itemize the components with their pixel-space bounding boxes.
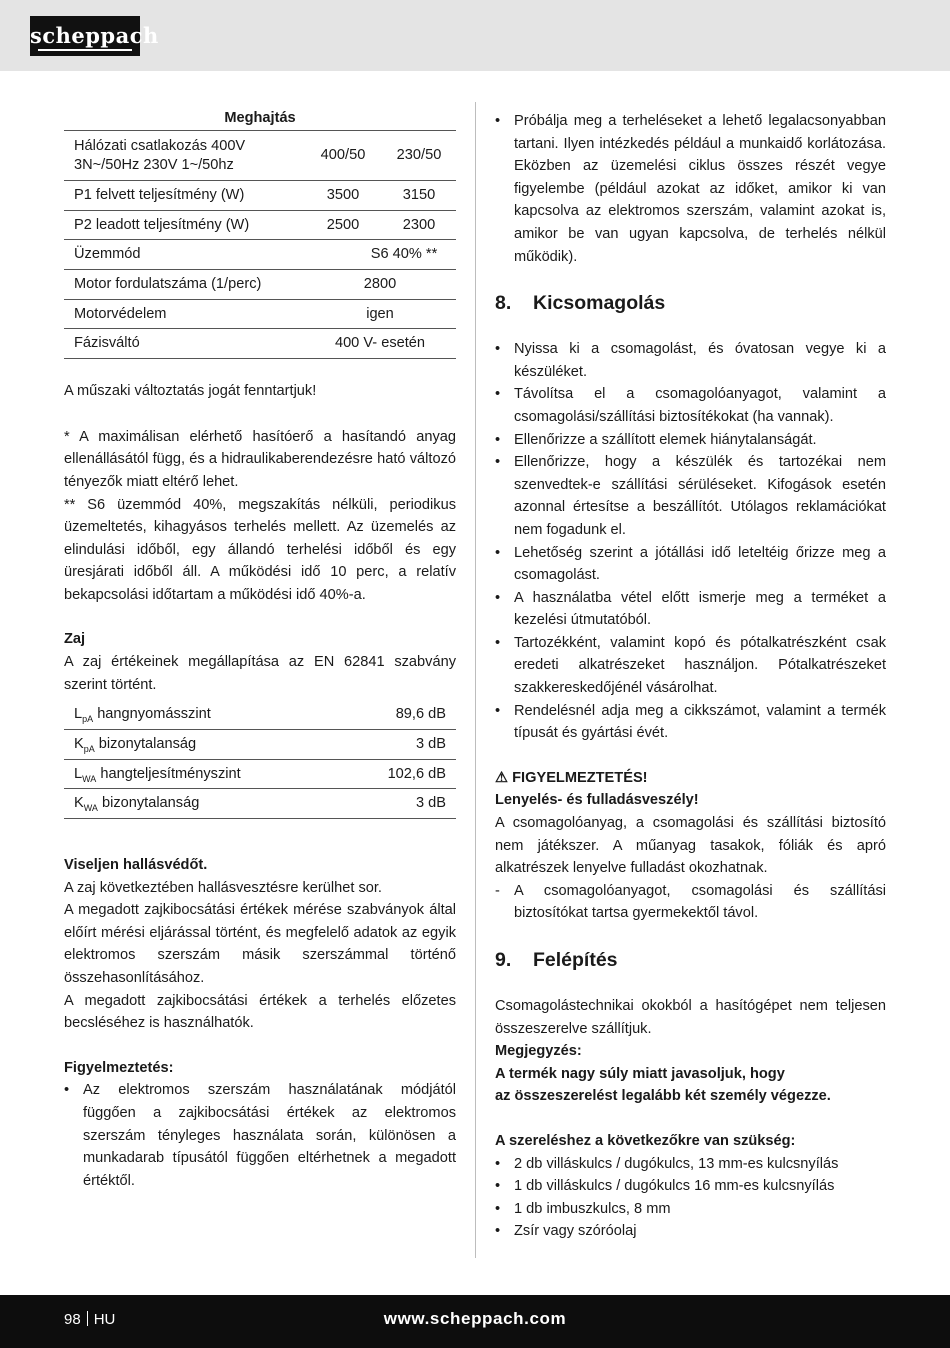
noise-heading: Zaj bbox=[64, 631, 86, 648]
noise-intro: A zaj értékeinek megállapítása az EN 62841 szabvány szerint történt. bbox=[64, 654, 456, 693]
section-heading-assembly bbox=[495, 947, 886, 973]
spec-value: igen bbox=[366, 305, 394, 322]
assembly-text: Csomagolástechnikai okokból a hasítógépet nem teljesen összeszerelve szállítjuk. bbox=[495, 998, 886, 1037]
list-item: • 2 db villáskulcs / dugókulcs, 13 mm-es kulcsnyílás bbox=[495, 1153, 886, 1176]
noise-label: $K_{WA}$ bizonytalanság bbox=[74, 795, 200, 814]
spec-value: 2800 bbox=[363, 276, 397, 293]
hearing-paragraph: A megadott zajkibocsátási értékek a terhelés előzetes becsléséhez is használhatók. bbox=[64, 992, 456, 1032]
left-column bbox=[64, 106, 456, 1192]
note-label: Megjegyzés: bbox=[495, 1043, 582, 1060]
footnote-splitting-force: * A maximálisan elérhető hasítóerő a hasítandó anyag ellenállásától függ, és a hidraulikaberendezésre ható változó tényezők miatt eltérő lehet. bbox=[64, 428, 456, 490]
warning-subtitle: Lenyelés- és fulladásveszély! bbox=[495, 792, 699, 809]
note-line: az összeszerelést legalább két személy végezze. bbox=[495, 1088, 831, 1105]
noise-table bbox=[64, 700, 456, 819]
page-header bbox=[0, 0, 950, 71]
list-item: • Távolítsa el a csomagolóanyagot, valamint a csomagolási/szállítási biztosítékokat (ha vannak). bbox=[495, 383, 886, 428]
list-item: • Ellenőrizze, hogy a készülék és tartozékai nem szenvedtek-e szállítási sérüléseket. Kifogások esetén azonnal értesítse a beszállítót. Utólagos reklamációkat nem fogadunk el. bbox=[495, 451, 886, 541]
table-row bbox=[64, 760, 456, 790]
scheppach-logo: scheppach bbox=[30, 16, 140, 56]
noise-value: 102,6 dB bbox=[387, 765, 446, 782]
drive-table-title: Meghajtás bbox=[224, 110, 296, 126]
list-item: • 1 db imbuszkulcs, 8 mm bbox=[495, 1198, 886, 1221]
list-item: • Nyissa ki a csomagolást, és óvatosan vegye ki a készüléket. bbox=[495, 338, 886, 383]
table-row bbox=[64, 270, 456, 300]
tools-needed-list bbox=[495, 1153, 886, 1243]
spec-value: 400/50 bbox=[320, 147, 366, 164]
spec-label: Motor fordulatszáma (1/perc) bbox=[74, 276, 262, 293]
spec-label: Fázisváltó bbox=[74, 335, 140, 352]
spec-value: S6 40% ** bbox=[370, 246, 438, 263]
noise-value: 3 dB bbox=[415, 735, 446, 752]
note-line: A termék nagy súly miatt javasoljuk, hogy bbox=[495, 1065, 785, 1082]
table-row bbox=[64, 300, 456, 330]
list-item: • Zsír vagy szóróolaj bbox=[495, 1220, 886, 1243]
noise-value: 3 dB bbox=[415, 795, 446, 812]
table-row bbox=[64, 329, 456, 359]
spec-value: 2500 bbox=[326, 216, 360, 233]
noise-label: $K_{pA}$ bizonytalanság bbox=[74, 735, 197, 754]
table-row bbox=[64, 131, 456, 181]
list-item: • Lehetőség szerint a jótállási idő leteltéig őrizze meg a csomagolást. bbox=[495, 542, 886, 587]
list-item: - A csomagolóanyagot, csomagolási és szállítási biztosítókat tartsa gyermekektől távol. bbox=[495, 880, 886, 925]
noise-value: 89,6 dB bbox=[395, 706, 446, 723]
section-number: 9. bbox=[495, 949, 512, 971]
spec-value: 3500 bbox=[326, 187, 360, 204]
table-row bbox=[64, 181, 456, 211]
list-item: • A használatba vétel előtt ismerje meg a terméket a kezelési útmutatóból. bbox=[495, 587, 886, 632]
spec-value: 2300 bbox=[402, 216, 436, 233]
page-footer bbox=[0, 1295, 950, 1348]
table-row bbox=[64, 730, 456, 760]
list-item: • 1 db villáskulcs / dugókulcs 16 mm-es kulcsnyílás bbox=[495, 1175, 886, 1198]
table-row bbox=[64, 789, 456, 819]
warning-list bbox=[64, 1079, 456, 1192]
list-item: • Rendelésnél adja meg a cikkszámot, valamint a termék típusát és gyártási évét. bbox=[495, 700, 886, 745]
warning-text: A csomagolóanyag, a csomagolási és szállítási biztosító nem játékszer. A műanyag tasakok, fóliák és apró alkatrészek lenyelve fulladást okozhatnak. bbox=[495, 815, 886, 877]
section-heading-unpacking bbox=[495, 290, 886, 316]
spec-label: Üzemmód bbox=[74, 246, 141, 263]
tools-needed-heading: A szereléshez a következőkre van szükség: bbox=[495, 1132, 796, 1149]
list-item: • Az elektromos szerszám használatának módjától függően a zajkibocsátási értékek az elektromos szerszám tényleges használata során, különösen a munkadarab típusától függően eltérhetnek a megadott értéktől. bbox=[64, 1079, 456, 1192]
section-title: Kicsomagolás bbox=[533, 292, 666, 315]
spec-value: 400 V- esetén bbox=[334, 335, 426, 352]
column-divider bbox=[475, 102, 476, 1258]
hearing-paragraph: A megadott zajkibocsátási értékek mérése szabványok által előírt mérési eljárással történt, és megfelelő adatok az egyik elektromos szerszám másik szerszámmal történő összehasonlításához. bbox=[64, 902, 456, 986]
table-row bbox=[64, 211, 456, 241]
load-reduction-list bbox=[495, 110, 886, 268]
spec-label: Motorvédelem bbox=[74, 305, 167, 322]
spec-label: Hálózati csatlakozás 400V 3N~/50Hz 230V 1~/50hz bbox=[74, 137, 246, 173]
warning-heading: Figyelmeztetés: bbox=[64, 1059, 174, 1076]
list-item: • Próbálja meg a terheléseket a lehető legalacsonyabban tartani. Ilyen intézkedés például a munkaidő korlátozása. Eközben az üzemelési ciklus összes részét vegye figyelembe (például azokat az időket, amikor ki van kapcsolva az elektromos szerszám, valamint azokat is, amikor be van ugyan kapcsolva, de terhelés nélkül működik). bbox=[495, 110, 886, 268]
noise-label: $L_{WA}$ hangteljesítményszint bbox=[74, 765, 241, 784]
footnote-s6-mode: ** S6 üzemmód 40%, megszakítás nélküli, periodikus üzemeltetés, kihagyásos terhelés mellett. Az üzemelés az elindulási időből, egy állandó terhelési időből és egy üresjárati időből áll. A működési idő 10 perc, a relatív bekapcsolási időtartam a működési idő 40%-a. bbox=[64, 496, 456, 603]
spec-label: P2 leadott teljesítmény (W) bbox=[74, 216, 250, 233]
right-column bbox=[495, 110, 886, 1243]
list-item: • Tartozékként, valamint kopó és pótalkatrészként csak eredeti alkatrészeket használjon. Pótalkatrészeket szakkereskedőjénél vásárolhat. bbox=[495, 632, 886, 700]
tech-change-note: A műszaki változtatás jogát fenntartjuk! bbox=[64, 383, 317, 400]
warning-dash-list bbox=[495, 880, 886, 925]
section-title: Felépítés bbox=[533, 949, 618, 971]
website-url: www.scheppach.com bbox=[383, 1309, 567, 1328]
section-number: 8. bbox=[495, 292, 512, 315]
table-row bbox=[64, 240, 456, 270]
spec-value: 230/50 bbox=[396, 147, 442, 164]
page-number: 98 HU bbox=[64, 1311, 116, 1328]
list-item: • Ellenőrizze a szállított elemek hiánytalanságát. bbox=[495, 429, 886, 452]
drive-spec-table bbox=[64, 130, 456, 359]
spec-value: 3150 bbox=[402, 187, 436, 204]
warning-title: ⚠ FIGYELMEZTETÉS! bbox=[495, 769, 648, 786]
hearing-heading: Viseljen hallásvédőt. bbox=[64, 857, 208, 873]
unpacking-list bbox=[495, 338, 886, 745]
hearing-paragraph: A zaj következtében hallásvesztésre kerülhet sor. bbox=[64, 879, 382, 896]
noise-label: $L_{pA}$ hangnyomásszint bbox=[74, 706, 211, 725]
table-row bbox=[64, 700, 456, 730]
spec-label: P1 felvett teljesítmény (W) bbox=[74, 187, 245, 204]
